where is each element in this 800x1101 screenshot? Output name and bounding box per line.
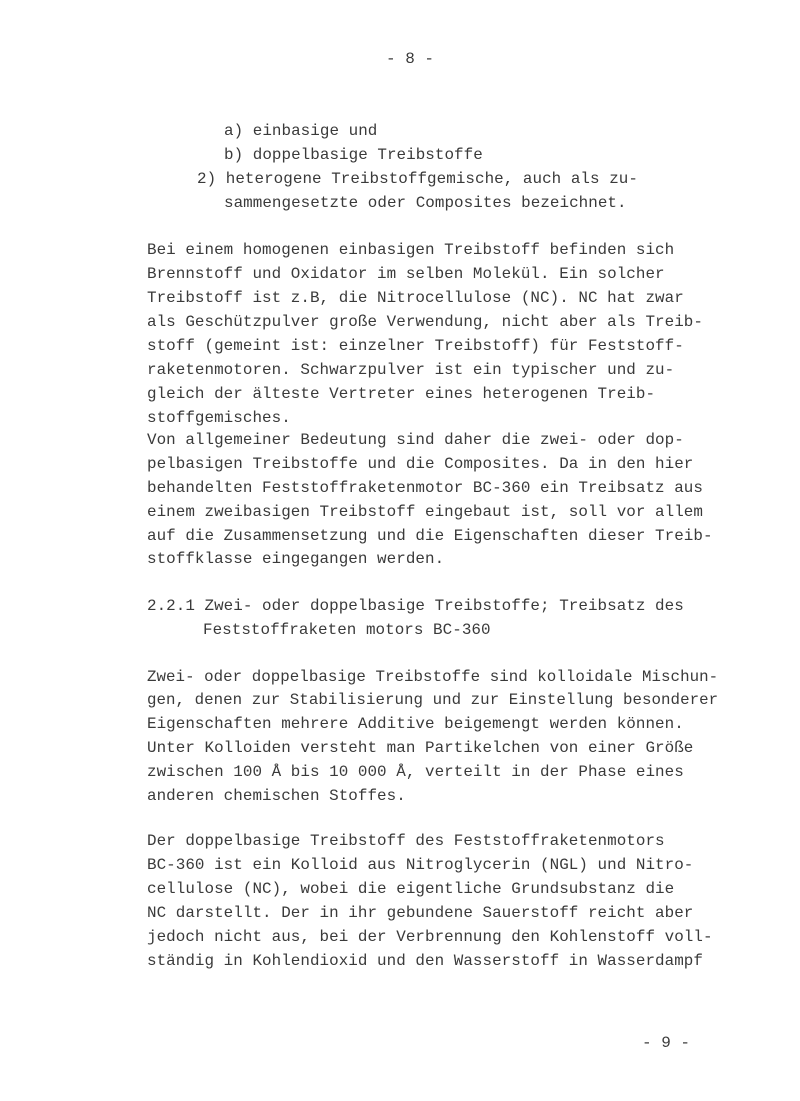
text-line: Brennstoff und Oxidator im selben Molekül. Ein solcher [147, 265, 665, 283]
list-item-2-continued: sammengesetzte oder Composites bezeichnet. [224, 194, 627, 212]
text-line: stoffklasse eingegangen werden. [147, 550, 445, 568]
text-line: einem zweibasigen Treibstoff eingebaut ist, soll vor allem [147, 503, 703, 521]
section-heading: 2.2.1 Zwei- oder doppelbasige Treibstoffe; Treibsatz des [147, 597, 684, 615]
text-line: Zwei- oder doppelbasige Treibstoffe sind kolloidale Mischun- [147, 668, 719, 686]
list-item-a: a) einbasige und [224, 122, 378, 140]
text-line: behandelten Feststoffraketenmotor BC-360 ein Treibsatz aus [147, 479, 703, 497]
text-line: BC-360 ist ein Kolloid aus Nitroglycerin (NGL) und Nitro- [147, 856, 694, 874]
text-line: Von allgemeiner Bedeutung sind daher die zwei- oder dop- [147, 431, 684, 449]
list-item-b: b) doppelbasige Treibstoffe [224, 146, 483, 164]
text-line: gleich der älteste Vertreter eines heterogenen Treib- [147, 385, 656, 403]
text-line: als Geschützpulver große Verwendung, nicht aber als Treib- [147, 313, 703, 331]
text-line: gen, denen zur Stabilisierung und zur Einstellung besonderer [147, 691, 719, 709]
text-line: NC darstellt. Der in ihr gebundene Sauerstoff reicht aber [147, 904, 694, 922]
text-line: ständig in Kohlendioxid und den Wasserstoff in Wasserdampf [147, 952, 703, 970]
text-line: Unter Kolloiden versteht man Partikelchen von einer Größe [147, 739, 694, 757]
text-line: Treibstoff ist z.B, die Nitrocellulose (NC). NC hat zwar [147, 289, 684, 307]
page-number-bottom: - 9 - [642, 1034, 691, 1052]
text-line: stoffgemisches. [147, 409, 291, 427]
text-line: zwischen 100 Å bis 10 000 Å, verteilt in der Phase eines [147, 763, 684, 781]
text-line: raketenmotoren. Schwarzpulver ist ein typischer und zu- [147, 361, 675, 379]
text-line: Bei einem homogenen einbasigen Treibstoff befinden sich [147, 241, 675, 259]
text-line: stoff (gemeint ist: einzelner Treibstoff) für Feststoff- [147, 337, 684, 355]
text-line: pelbasigen Treibstoffe und die Composites. Da in den hier [147, 455, 694, 473]
text-line: cellulose (NC), wobei die eigentliche Grundsubstanz die [147, 880, 675, 898]
section-heading-continued: Feststoffraketen motors BC-360 [203, 621, 491, 639]
text-line: Der doppelbasige Treibstoff des Feststoffraketenmotors [147, 832, 665, 850]
text-line: Eigenschaften mehrere Additive beigemengt werden können. [147, 715, 684, 733]
text-line: anderen chemischen Stoffes. [147, 787, 406, 805]
list-item-2: 2) heterogene Treibstoffgemische, auch als zu- [197, 170, 638, 188]
text-line: jedoch nicht aus, bei der Verbrennung den Kohlenstoff voll- [147, 928, 713, 946]
page-number-top: - 8 - [386, 50, 435, 68]
text-line: auf die Zusammensetzung und die Eigenschaften dieser Treib- [147, 527, 713, 545]
